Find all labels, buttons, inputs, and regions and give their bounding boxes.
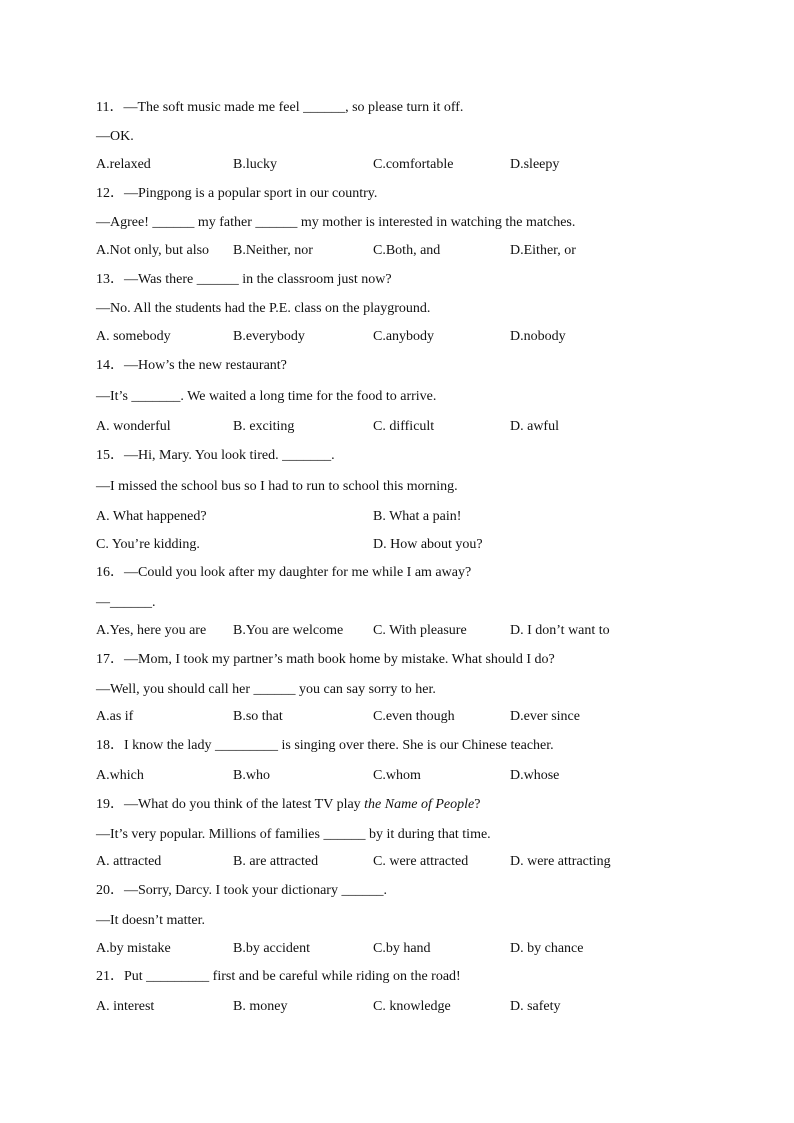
option-d: D. were attracting [510, 854, 611, 869]
option-a: A.Not only, but also [96, 243, 210, 258]
option-b: B.by accident [233, 941, 310, 956]
question-16-reply: —______. [96, 595, 156, 610]
option-a: A. attracted [96, 854, 162, 869]
question-17-reply: —Well, you should call her ______ you can say sorry to her. [96, 682, 436, 697]
option-c: C. difficult [373, 419, 435, 434]
question-16-stem: 16．—Could you look after my daughter for me while I am away? [96, 565, 472, 580]
question-14-options [96, 418, 736, 436]
option-a: A. interest [96, 999, 155, 1014]
question-19-stem-text: 19．—What do you think of the latest TV play [96, 797, 365, 812]
question-13-options [96, 328, 736, 346]
option-d: D. I don’t want to [510, 623, 610, 638]
option-d: D. How about you? [373, 537, 483, 552]
question-11-options [96, 156, 736, 174]
option-b: B.everybody [233, 329, 305, 344]
option-a: A.Yes, here you are [96, 623, 207, 638]
question-18-stem: 18．I know the lady _________ is singing over there. She is our Chinese teacher. [96, 738, 554, 753]
question-15-reply: —I missed the school bus so I had to run to school this morning. [96, 479, 458, 494]
option-b: B. money [233, 999, 288, 1014]
question-12-options [96, 242, 736, 260]
question-19-reply: —It’s very popular. Millions of families ______ by it during that time. [96, 827, 491, 842]
option-b: B.You are welcome [233, 623, 344, 638]
question-17-options [96, 708, 736, 726]
question-13-stem: 13．—Was there ______ in the classroom just now? [96, 272, 392, 287]
option-c: C.even though [373, 709, 455, 724]
question-16-options [96, 622, 736, 640]
option-d: D.whose [510, 768, 560, 783]
question-19-stem-end: ? [474, 797, 481, 812]
option-c: C.whom [373, 768, 421, 783]
question-14-stem: 14．—How’s the new restaurant? [96, 358, 287, 373]
option-d: D. by chance [510, 941, 584, 956]
option-d: D. safety [510, 999, 561, 1014]
question-17-stem: 17．—Mom, I took my partner’s math book home by mistake. What should I do? [96, 652, 555, 667]
question-11-reply: —OK. [96, 129, 134, 144]
option-d: D.nobody [510, 329, 566, 344]
question-15-stem: 15．—Hi, Mary. You look tired. _______. [96, 448, 335, 463]
question-11-stem: 11．—The soft music made me feel ______, so please turn it off. [96, 100, 464, 115]
option-a: A.relaxed [96, 157, 151, 172]
option-b: B.Neither, nor [233, 243, 313, 258]
option-c: C. You’re kidding. [96, 537, 200, 552]
tv-play-title: the Name of People [364, 797, 475, 812]
option-a: A. wonderful [96, 419, 171, 434]
option-c: C.comfortable [373, 157, 454, 172]
option-c: C. knowledge [373, 999, 451, 1014]
option-a: A.as if [96, 709, 134, 724]
option-d: D.sleepy [510, 157, 560, 172]
option-a: A. What happened? [96, 509, 207, 524]
option-a: A.which [96, 768, 144, 783]
question-12-stem: 12．—Pingpong is a popular sport in our country. [96, 186, 378, 201]
option-b: B. What a pain! [373, 509, 462, 524]
option-c: C.by hand [373, 941, 431, 956]
option-c: C. were attracted [373, 854, 469, 869]
question-21-options [96, 998, 736, 1016]
option-d: D.ever since [510, 709, 580, 724]
question-14-reply: —It’s _______. We waited a long time for the food to arrive. [96, 389, 437, 404]
question-18-options [96, 767, 736, 785]
question-21-stem: 21．Put _________ first and be careful while riding on the road! [96, 969, 461, 984]
question-12-reply: —Agree! ______ my father ______ my mother is interested in watching the matches. [96, 215, 576, 230]
question-20-reply: —It doesn’t matter. [96, 913, 205, 928]
option-d: D. awful [510, 419, 559, 434]
option-d: D.Either, or [510, 243, 576, 258]
option-b: B.so that [233, 709, 283, 724]
option-a: A.by mistake [96, 941, 171, 956]
option-b: B.lucky [233, 157, 277, 172]
option-c: C.Both, and [373, 243, 441, 258]
question-20-stem: 20．—Sorry, Darcy. I took your dictionary ______. [96, 883, 387, 898]
option-a: A. somebody [96, 329, 171, 344]
option-c: C. With pleasure [373, 623, 467, 638]
question-19-options [96, 853, 736, 871]
option-b: B. are attracted [233, 854, 319, 869]
question-13-reply: —No. All the students had the P.E. class on the playground. [96, 301, 431, 316]
question-15-options-row2 [96, 536, 736, 554]
question-20-options [96, 940, 736, 958]
question-15-options-row1 [96, 508, 736, 526]
option-c: C.anybody [373, 329, 435, 344]
option-b: B.who [233, 768, 270, 783]
question-19-stem [96, 796, 480, 814]
option-b: B. exciting [233, 419, 295, 434]
